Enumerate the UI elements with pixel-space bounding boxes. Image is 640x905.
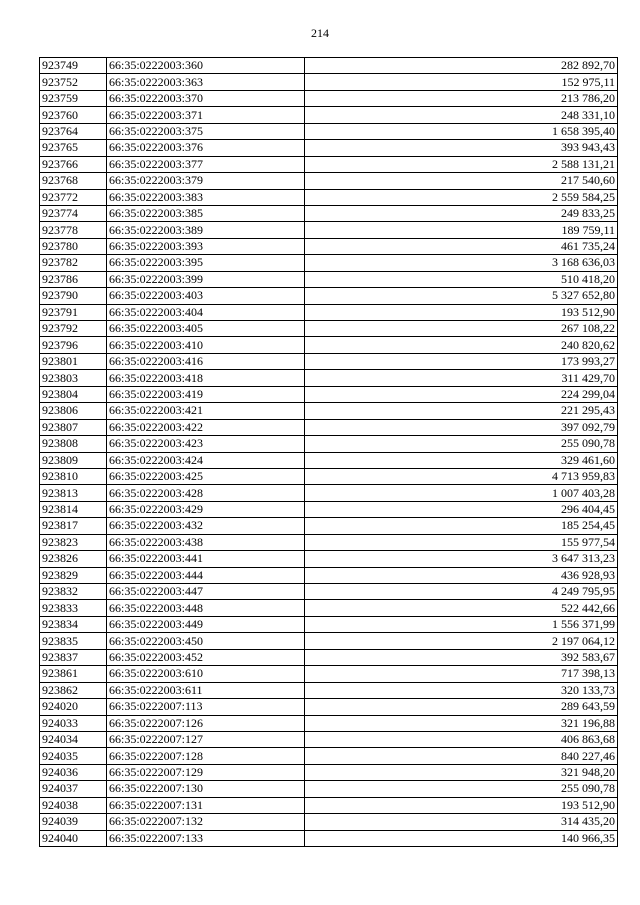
row-id-cell: 923778 [40, 222, 107, 238]
cadastral-number-cell: 66:35:0222003:441 [107, 551, 305, 567]
value-cell: 392 583,67 [305, 649, 618, 665]
row-id-cell: 924020 [40, 699, 107, 715]
value-cell: 185 254,45 [305, 518, 618, 534]
value-cell: 3 168 636,03 [305, 255, 618, 271]
cadastral-number-cell: 66:35:0222003:610 [107, 666, 305, 682]
cadastral-number-cell: 66:35:0222003:428 [107, 485, 305, 501]
value-cell: 4 713 959,83 [305, 468, 618, 484]
row-id-cell: 923806 [40, 403, 107, 419]
registry-table-body [40, 58, 618, 847]
row-id-cell: 923803 [40, 370, 107, 386]
table-row [40, 353, 618, 369]
table-row [40, 205, 618, 221]
value-cell: 282 892,70 [305, 58, 618, 74]
table-row [40, 501, 618, 517]
table-row [40, 797, 618, 813]
row-id-cell: 923752 [40, 74, 107, 90]
cadastral-number-cell: 66:35:0222003:383 [107, 189, 305, 205]
cadastral-number-cell: 66:35:0222003:449 [107, 616, 305, 632]
value-cell: 140 966,35 [305, 830, 618, 846]
table-row [40, 715, 618, 731]
value-cell: 321 948,20 [305, 764, 618, 780]
table-row [40, 485, 618, 501]
value-cell: 311 429,70 [305, 370, 618, 386]
value-cell: 289 643,59 [305, 699, 618, 715]
cadastral-number-cell: 66:35:0222003:395 [107, 255, 305, 271]
table-row [40, 238, 618, 254]
table-row [40, 370, 618, 386]
table-row [40, 90, 618, 106]
value-cell: 436 928,93 [305, 567, 618, 583]
table-row [40, 58, 618, 74]
value-cell: 173 993,27 [305, 353, 618, 369]
table-row [40, 288, 618, 304]
value-cell: 2 588 131,21 [305, 156, 618, 172]
row-id-cell: 923807 [40, 419, 107, 435]
row-id-cell: 923813 [40, 485, 107, 501]
value-cell: 5 327 652,80 [305, 288, 618, 304]
cadastral-number-cell: 66:35:0222007:113 [107, 699, 305, 715]
cadastral-number-cell: 66:35:0222007:128 [107, 748, 305, 764]
row-id-cell: 924038 [40, 797, 107, 813]
page-number: 214 [311, 26, 329, 40]
row-id-cell: 923862 [40, 682, 107, 698]
table-row [40, 666, 618, 682]
table-row [40, 814, 618, 830]
row-id-cell: 923772 [40, 189, 107, 205]
cadastral-number-cell: 66:35:0222003:422 [107, 419, 305, 435]
row-id-cell: 923832 [40, 584, 107, 600]
value-cell: 221 295,43 [305, 403, 618, 419]
cadastral-number-cell: 66:35:0222007:130 [107, 781, 305, 797]
row-id-cell: 923791 [40, 304, 107, 320]
value-cell: 240 820,62 [305, 337, 618, 353]
value-cell: 522 442,66 [305, 600, 618, 616]
table-row [40, 616, 618, 632]
table-row [40, 600, 618, 616]
cadastral-number-cell: 66:35:0222007:131 [107, 797, 305, 813]
row-id-cell: 923834 [40, 616, 107, 632]
row-id-cell: 923833 [40, 600, 107, 616]
row-id-cell: 923749 [40, 58, 107, 74]
row-id-cell: 923861 [40, 666, 107, 682]
value-cell: 152 975,11 [305, 74, 618, 90]
value-cell: 213 786,20 [305, 90, 618, 106]
table-row [40, 321, 618, 337]
cadastral-number-cell: 66:35:0222003:410 [107, 337, 305, 353]
row-id-cell: 923814 [40, 501, 107, 517]
value-cell: 189 759,11 [305, 222, 618, 238]
table-row [40, 173, 618, 189]
table-row [40, 830, 618, 846]
table-row [40, 567, 618, 583]
cadastral-number-cell: 66:35:0222003:404 [107, 304, 305, 320]
table-row [40, 551, 618, 567]
cadastral-number-cell: 66:35:0222003:444 [107, 567, 305, 583]
table-row [40, 271, 618, 287]
row-id-cell: 923780 [40, 238, 107, 254]
registry-table [39, 57, 618, 847]
row-id-cell: 923823 [40, 534, 107, 550]
cadastral-number-cell: 66:35:0222003:419 [107, 386, 305, 402]
row-id-cell: 924037 [40, 781, 107, 797]
table-row [40, 699, 618, 715]
value-cell: 1 556 371,99 [305, 616, 618, 632]
cadastral-number-cell: 66:35:0222003:371 [107, 107, 305, 123]
value-cell: 255 090,78 [305, 781, 618, 797]
table-row [40, 123, 618, 139]
table-row [40, 584, 618, 600]
table-row [40, 452, 618, 468]
value-cell: 406 863,68 [305, 731, 618, 747]
table-row [40, 337, 618, 353]
table-row [40, 436, 618, 452]
table-row [40, 74, 618, 90]
value-cell: 193 512,90 [305, 797, 618, 813]
cadastral-number-cell: 66:35:0222003:425 [107, 468, 305, 484]
value-cell: 296 404,45 [305, 501, 618, 517]
cadastral-number-cell: 66:35:0222003:389 [107, 222, 305, 238]
cadastral-number-cell: 66:35:0222003:370 [107, 90, 305, 106]
value-cell: 461 735,24 [305, 238, 618, 254]
cadastral-number-cell: 66:35:0222003:385 [107, 205, 305, 221]
table-row [40, 140, 618, 156]
value-cell: 510 418,20 [305, 271, 618, 287]
value-cell: 1 658 395,40 [305, 123, 618, 139]
table-row [40, 156, 618, 172]
row-id-cell: 923829 [40, 567, 107, 583]
cadastral-number-cell: 66:35:0222003:447 [107, 584, 305, 600]
cadastral-number-cell: 66:35:0222003:363 [107, 74, 305, 90]
value-cell: 248 331,10 [305, 107, 618, 123]
row-id-cell: 923765 [40, 140, 107, 156]
value-cell: 1 007 403,28 [305, 485, 618, 501]
cadastral-number-cell: 66:35:0222003:432 [107, 518, 305, 534]
row-id-cell: 923837 [40, 649, 107, 665]
cadastral-number-cell: 66:35:0222003:379 [107, 173, 305, 189]
row-id-cell: 923764 [40, 123, 107, 139]
table-row [40, 633, 618, 649]
value-cell: 193 512,90 [305, 304, 618, 320]
row-id-cell: 923835 [40, 633, 107, 649]
row-id-cell: 923826 [40, 551, 107, 567]
table-row [40, 386, 618, 402]
cadastral-number-cell: 66:35:0222003:376 [107, 140, 305, 156]
cadastral-number-cell: 66:35:0222003:450 [107, 633, 305, 649]
cadastral-number-cell: 66:35:0222003:375 [107, 123, 305, 139]
row-id-cell: 923782 [40, 255, 107, 271]
cadastral-number-cell: 66:35:0222003:405 [107, 321, 305, 337]
row-id-cell: 923792 [40, 321, 107, 337]
row-id-cell: 923796 [40, 337, 107, 353]
cadastral-number-cell: 66:35:0222003:403 [107, 288, 305, 304]
value-cell: 717 398,13 [305, 666, 618, 682]
cadastral-number-cell: 66:35:0222003:421 [107, 403, 305, 419]
row-id-cell: 923817 [40, 518, 107, 534]
row-id-cell: 923766 [40, 156, 107, 172]
row-id-cell: 923804 [40, 386, 107, 402]
value-cell: 224 299,04 [305, 386, 618, 402]
cadastral-number-cell: 66:35:0222003:438 [107, 534, 305, 550]
row-id-cell: 923801 [40, 353, 107, 369]
table-row [40, 255, 618, 271]
table-row [40, 107, 618, 123]
cadastral-number-cell: 66:35:0222007:126 [107, 715, 305, 731]
value-cell: 217 540,60 [305, 173, 618, 189]
row-id-cell: 923760 [40, 107, 107, 123]
table-row [40, 682, 618, 698]
cadastral-number-cell: 66:35:0222003:423 [107, 436, 305, 452]
row-id-cell: 924035 [40, 748, 107, 764]
table-row [40, 764, 618, 780]
row-id-cell: 924036 [40, 764, 107, 780]
cadastral-number-cell: 66:35:0222003:448 [107, 600, 305, 616]
table-row [40, 731, 618, 747]
cadastral-number-cell: 66:35:0222003:418 [107, 370, 305, 386]
row-id-cell: 923774 [40, 205, 107, 221]
row-id-cell: 924039 [40, 814, 107, 830]
value-cell: 4 249 795,95 [305, 584, 618, 600]
value-cell: 320 133,73 [305, 682, 618, 698]
value-cell: 155 977,54 [305, 534, 618, 550]
table-row [40, 781, 618, 797]
cadastral-number-cell: 66:35:0222003:611 [107, 682, 305, 698]
cadastral-number-cell: 66:35:0222003:393 [107, 238, 305, 254]
table-row [40, 189, 618, 205]
value-cell: 249 833,25 [305, 205, 618, 221]
value-cell: 321 196,88 [305, 715, 618, 731]
cadastral-number-cell: 66:35:0222003:429 [107, 501, 305, 517]
row-id-cell: 923786 [40, 271, 107, 287]
cadastral-number-cell: 66:35:0222003:416 [107, 353, 305, 369]
value-cell: 255 090,78 [305, 436, 618, 452]
value-cell: 393 943,43 [305, 140, 618, 156]
cadastral-number-cell: 66:35:0222003:452 [107, 649, 305, 665]
cadastral-number-cell: 66:35:0222003:377 [107, 156, 305, 172]
cadastral-number-cell: 66:35:0222007:133 [107, 830, 305, 846]
cadastral-number-cell: 66:35:0222007:132 [107, 814, 305, 830]
cadastral-number-cell: 66:35:0222003:424 [107, 452, 305, 468]
table-row [40, 748, 618, 764]
row-id-cell: 923759 [40, 90, 107, 106]
row-id-cell: 924034 [40, 731, 107, 747]
cadastral-number-cell: 66:35:0222003:360 [107, 58, 305, 74]
table-row [40, 518, 618, 534]
value-cell: 267 108,22 [305, 321, 618, 337]
cadastral-number-cell: 66:35:0222003:399 [107, 271, 305, 287]
table-row [40, 649, 618, 665]
table-row [40, 468, 618, 484]
row-id-cell: 924033 [40, 715, 107, 731]
row-id-cell: 923809 [40, 452, 107, 468]
value-cell: 314 435,20 [305, 814, 618, 830]
value-cell: 329 461,60 [305, 452, 618, 468]
value-cell: 397 092,79 [305, 419, 618, 435]
row-id-cell: 924040 [40, 830, 107, 846]
table-row [40, 222, 618, 238]
value-cell: 2 559 584,25 [305, 189, 618, 205]
row-id-cell: 923808 [40, 436, 107, 452]
cadastral-number-cell: 66:35:0222007:127 [107, 731, 305, 747]
cadastral-number-cell: 66:35:0222007:129 [107, 764, 305, 780]
row-id-cell: 923768 [40, 173, 107, 189]
table-row [40, 419, 618, 435]
value-cell: 840 227,46 [305, 748, 618, 764]
row-id-cell: 923810 [40, 468, 107, 484]
table-row [40, 403, 618, 419]
table-row [40, 534, 618, 550]
value-cell: 2 197 064,12 [305, 633, 618, 649]
value-cell: 3 647 313,23 [305, 551, 618, 567]
row-id-cell: 923790 [40, 288, 107, 304]
table-row [40, 304, 618, 320]
